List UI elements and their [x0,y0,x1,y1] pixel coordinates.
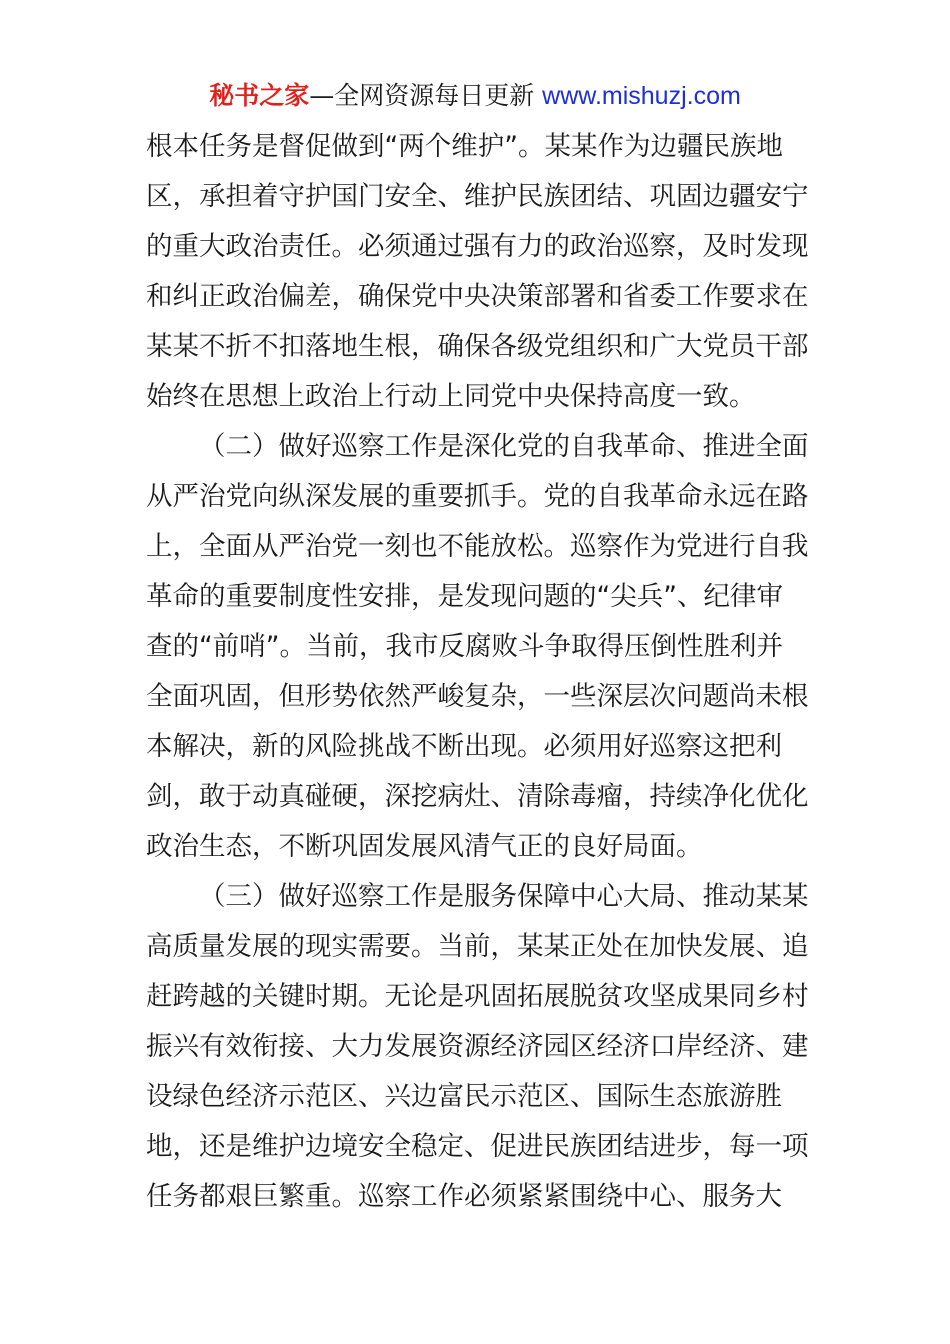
text-line: 革命的重要制度性安排，是发现问题的“尖兵”、纪律审 [146,581,783,612]
page-header [0,80,950,112]
text-line: 高质量发展的现实需要。当前，某某正处在加快发展、追 [146,931,809,962]
text-line: 全面巩固，但形势依然严峻复杂，一些深层次问题尚未根 [146,681,809,712]
site-url-link[interactable]: www.mishuzj.com [542,82,741,110]
text-line: 本解决，新的风险挑战不断出现。必须用好巡察这把利 [146,731,782,762]
text-line: 根本任务是督促做到“两个维护”。某某作为边疆民族地 [146,131,783,162]
text-line: 地，还是维护边境安全稳定、促进民族团结进步，每一项 [146,1131,809,1162]
text-line: 上，全面从严治党一刻也不能放松。巡察作为党进行自我 [146,531,809,562]
text-line: 和纠正政治偏差，确保党中央决策部署和省委工作要求在 [146,281,809,312]
paragraph-first-line: （三）做好巡察工作是服务保障中心大局、推动某某 [199,881,809,912]
text-line: 某某不折不扣落地生根，确保各级党组织和广大党员干部 [146,331,809,362]
text-line: 始终在思想上政治上行动上同党中央保持高度一致。 [146,381,756,412]
text-line: 从严治党向纵深发展的重要抓手。党的自我革命永远在路 [146,481,809,512]
text-line: 的重大政治责任。必须通过强有力的政治巡察，及时发现 [146,231,809,262]
text-line: 设绿色经济示范区、兴边富民示范区、国际生态旅游胜 [146,1081,782,1112]
text-line: 赶跨越的关键时期。无论是巩固拓展脱贫攻坚成果同乡村 [146,981,809,1012]
text-line: 振兴有效衔接、大力发展资源经济园区经济口岸经济、建 [146,1031,809,1062]
text-line: 剑，敢于动真碰硬，深挖病灶、清除毒瘤，持续净化优化 [146,781,809,812]
text-line: 区，承担着守护国门安全、维护民族团结、巩固边疆安宁 [146,181,809,212]
text-line: 政治生态，不断巩固发展风清气正的良好局面。 [146,831,703,862]
text-line: 查的“前哨”。当前，我市反腐败斗争取得压倒性胜利并 [146,631,783,662]
header-tagline: —全网资源每日更新 [309,81,543,110]
paragraph-first-line: （二）做好巡察工作是深化党的自我革命、推进全面 [199,431,809,462]
document-body [146,122,809,1222]
brand-name: 秘书之家 [209,81,310,110]
text-line: 任务都艰巨繁重。巡察工作必须紧紧围绕中心、服务大 [146,1181,782,1212]
